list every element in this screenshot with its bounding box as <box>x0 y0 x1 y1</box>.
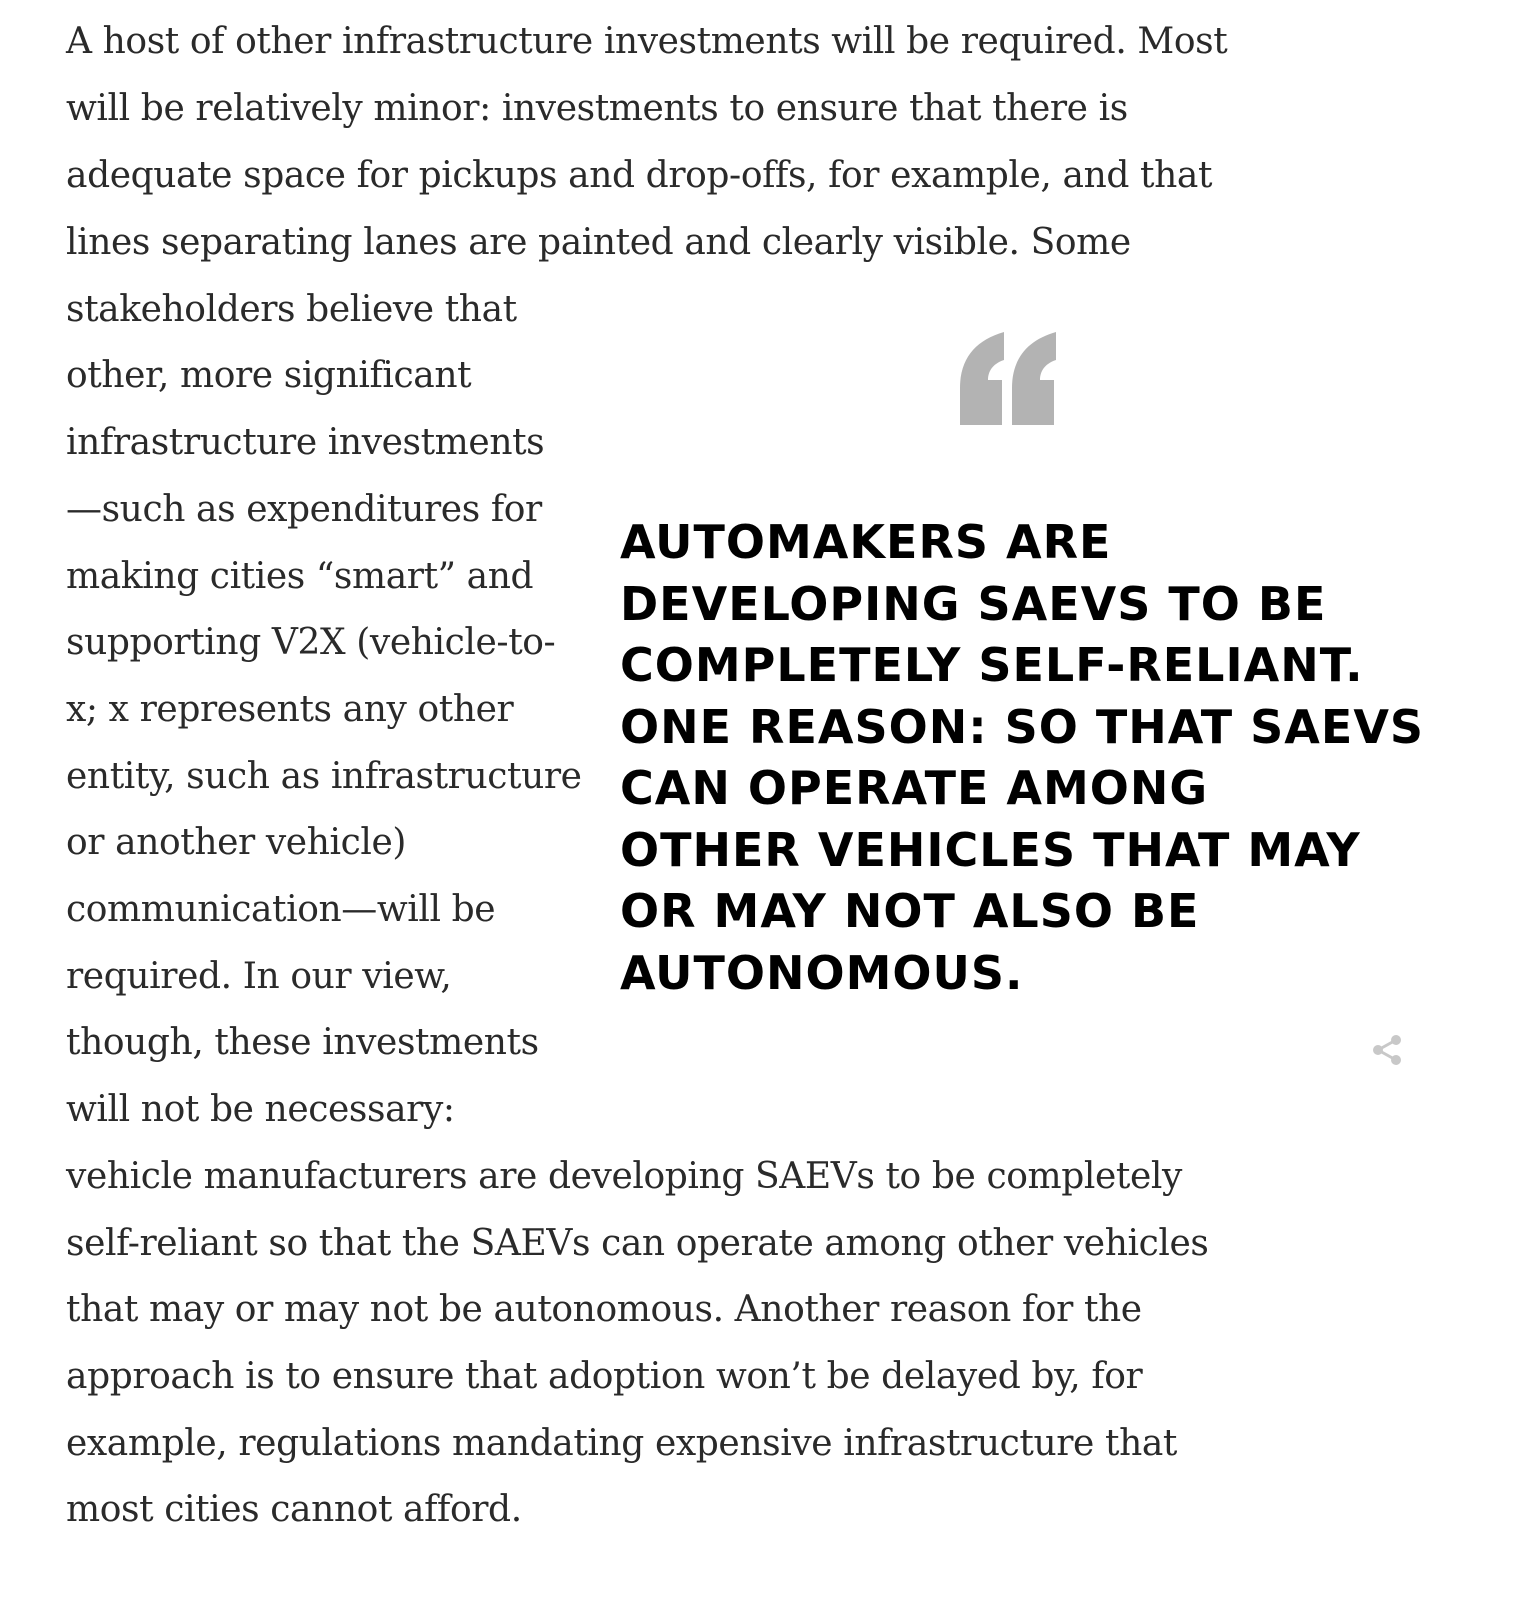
paragraph-line: will not be necessary: <box>66 1089 455 1130</box>
quote-mark-icon <box>960 330 1060 430</box>
paragraph-line: example, regulations mandating expensive infrastructure that <box>66 1423 1177 1464</box>
paragraph-line: most cities cannot afford. <box>66 1489 522 1530</box>
paragraph-line: communication—will be <box>66 889 496 930</box>
paragraph-line: infrastructure investments <box>66 422 545 463</box>
paragraph-line: self-reliant so that the SAEVs can operate among other vehicles <box>66 1223 1209 1264</box>
pull-quote-line: OR MAY NOT ALSO BE <box>620 884 1200 938</box>
share-icon[interactable] <box>1370 1033 1404 1067</box>
paragraph-line: adequate space for pickups and drop-offs, for example, and that <box>66 155 1213 196</box>
paragraph-line: x; x represents any other <box>66 689 514 730</box>
paragraph-line: supporting V2X (vehicle-to- <box>66 622 556 663</box>
paragraph-line: other, more significant <box>66 355 472 396</box>
pull-quote-line: AUTOMAKERS ARE <box>620 515 1112 569</box>
pull-quote-line: DEVELOPING SAEVS TO BE <box>620 576 1327 631</box>
pull-quote-line: ONE REASON: SO THAT SAEVS <box>620 699 1425 754</box>
paragraph-line: or another vehicle) <box>66 822 407 863</box>
pull-quote-line: COMPLETELY SELF-RELIANT. <box>620 638 1364 692</box>
pull-quote-line: OTHER VEHICLES THAT MAY <box>620 822 1361 877</box>
paragraph-line: stakeholders believe that <box>66 289 517 330</box>
pull-quote-line: CAN OPERATE AMONG <box>620 761 1209 815</box>
paragraph-line: vehicle manufacturers are developing SAEVs to be completely <box>66 1156 1182 1197</box>
paragraph-line: A host of other infrastructure investments will be required. Most <box>66 21 1228 62</box>
pull-quote-line: AUTONOMOUS. <box>620 945 1024 1000</box>
paragraph-line: approach is to ensure that adoption won’t be delayed by, for <box>66 1356 1143 1397</box>
paragraph-line: —such as expenditures for <box>66 489 542 530</box>
paragraph-line: making cities “smart” and <box>66 556 534 597</box>
paragraph-line: entity, such as infrastructure <box>66 756 582 797</box>
paragraph-line: required. In our view, <box>66 956 452 997</box>
paragraph-line: lines separating lanes are painted and clearly visible. Some <box>66 222 1131 263</box>
paragraph-line: that may or may not be autonomous. Another reason for the <box>66 1289 1142 1330</box>
paragraph-line: though, these investments <box>66 1022 539 1063</box>
paragraph-line: will be relatively minor: investments to ensure that there is <box>66 88 1128 129</box>
pull-quote-text <box>620 512 1450 1004</box>
